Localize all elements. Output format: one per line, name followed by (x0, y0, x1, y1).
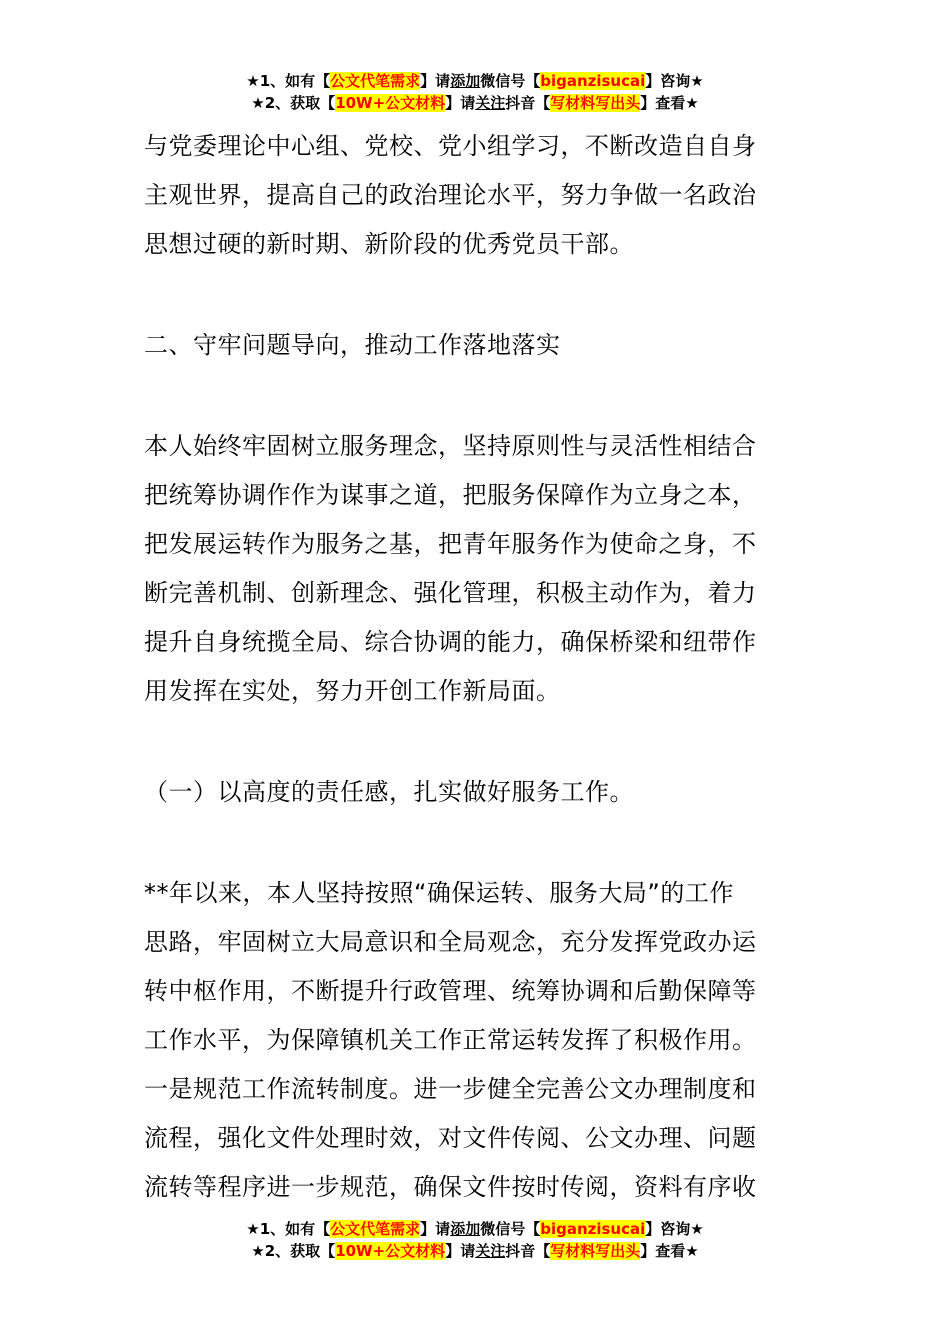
banner-highlight: biganzisucai (540, 1220, 646, 1238)
banner-text: 】咨询★ (645, 72, 704, 90)
subsection-heading: （一）以高度的责任感，扎实做好服务工作。 (144, 778, 634, 806)
banner-text: 】查看★ (640, 1242, 699, 1260)
banner-text: 】请 (420, 1220, 451, 1238)
paragraph-line: 把发展运转作为服务之基，把青年服务作为使命之身，不 (144, 530, 757, 558)
paragraph-line: 主观世界，提高自己的政治理论水平，努力争做一名政治 (144, 181, 757, 209)
banner-underlined-text: 关注 (475, 94, 506, 112)
paragraph-line: 提升自身统揽全局、综合协调的能力，确保桥梁和纽带作 (144, 628, 757, 656)
banner-line-2 (0, 92, 950, 114)
paragraph-gap (144, 817, 814, 869)
banner-text: 微信号【 (480, 1220, 541, 1238)
paragraph-line: 流转等程序进一步规范，确保文件按时传阅，资料有序收 (144, 1173, 757, 1201)
bottom-banner (0, 1218, 950, 1262)
paragraph-line: 本人始终牢固树立服务理念，坚持原则性与灵活性相结合 (144, 432, 757, 460)
banner-text: ★2、获取【 (251, 94, 336, 112)
paragraph-line: 工作水平，为保障镇机关工作正常运转发挥了积极作用。 (144, 1026, 757, 1054)
banner-underlined-text: 添加 (450, 72, 481, 90)
banner-line-1 (0, 70, 950, 92)
paragraph-line: 用发挥在实处，努力开创工作新局面。 (144, 677, 561, 705)
banner-highlight: 10W+公文材料 (335, 94, 446, 112)
paragraph-gap (144, 269, 814, 321)
banner-text: 微信号【 (480, 72, 541, 90)
banner-text: 抖音【 (505, 1242, 551, 1260)
paragraph-line: 转中枢作用，不断提升行政管理、统筹协调和后勤保障等 (144, 977, 757, 1005)
paragraph-line: 思路，牢固树立大局意识和全局观念，充分发挥党政办运 (144, 928, 757, 956)
banner-highlight: 写材料写出头 (550, 1242, 641, 1260)
banner-highlight: 公文代笔需求 (330, 1220, 421, 1238)
banner-highlight: biganzisucai (540, 72, 646, 90)
paragraph-line: 流程，强化文件处理时效，对文件传阅、公文办理、问题 (144, 1124, 757, 1152)
paragraph-line: **年以来，本人坚持按照“确保运转、服务大局”的工作 (144, 879, 734, 907)
banner-underlined-text: 添加 (450, 1220, 481, 1238)
paragraph-gap (144, 716, 814, 768)
paragraph-gap (144, 370, 814, 422)
banner-highlight: 写材料写出头 (550, 94, 641, 112)
banner-highlight: 10W+公文材料 (335, 1242, 446, 1260)
banner-text: 】请 (445, 94, 476, 112)
paragraph-line: 把统筹协调作作为谋事之道，把服务保障作为立身之本， (144, 481, 757, 509)
banner-line-2 (0, 1240, 950, 1262)
banner-text: 】咨询★ (645, 1220, 704, 1238)
banner-highlight: 公文代笔需求 (330, 72, 421, 90)
banner-text: 】查看★ (640, 94, 699, 112)
paragraph-line: 与党委理论中心组、党校、党小组学习，不断改造自自身 (144, 132, 757, 160)
paragraph-line: 断完善机制、创新理念、强化管理，积极主动作为，着力 (144, 579, 757, 607)
top-banner (0, 70, 950, 114)
banner-text: 】请 (445, 1242, 476, 1260)
paragraph-line: 一是规范工作流转制度。进一步健全完善公文办理制度和 (144, 1075, 757, 1103)
banner-text: 抖音【 (505, 94, 551, 112)
banner-line-1 (0, 1218, 950, 1240)
banner-text: ★2、获取【 (251, 1242, 336, 1260)
banner-text: ★1、如有【 (246, 72, 331, 90)
banner-text: ★1、如有【 (246, 1220, 331, 1238)
paragraph-line: 思想过硬的新时期、新阶段的优秀党员干部。 (144, 230, 634, 258)
banner-text: 】请 (420, 72, 451, 90)
document-body (144, 122, 814, 1212)
banner-underlined-text: 关注 (475, 1242, 506, 1260)
section-heading: 二、守牢问题导向，推动工作落地落实 (144, 331, 561, 359)
